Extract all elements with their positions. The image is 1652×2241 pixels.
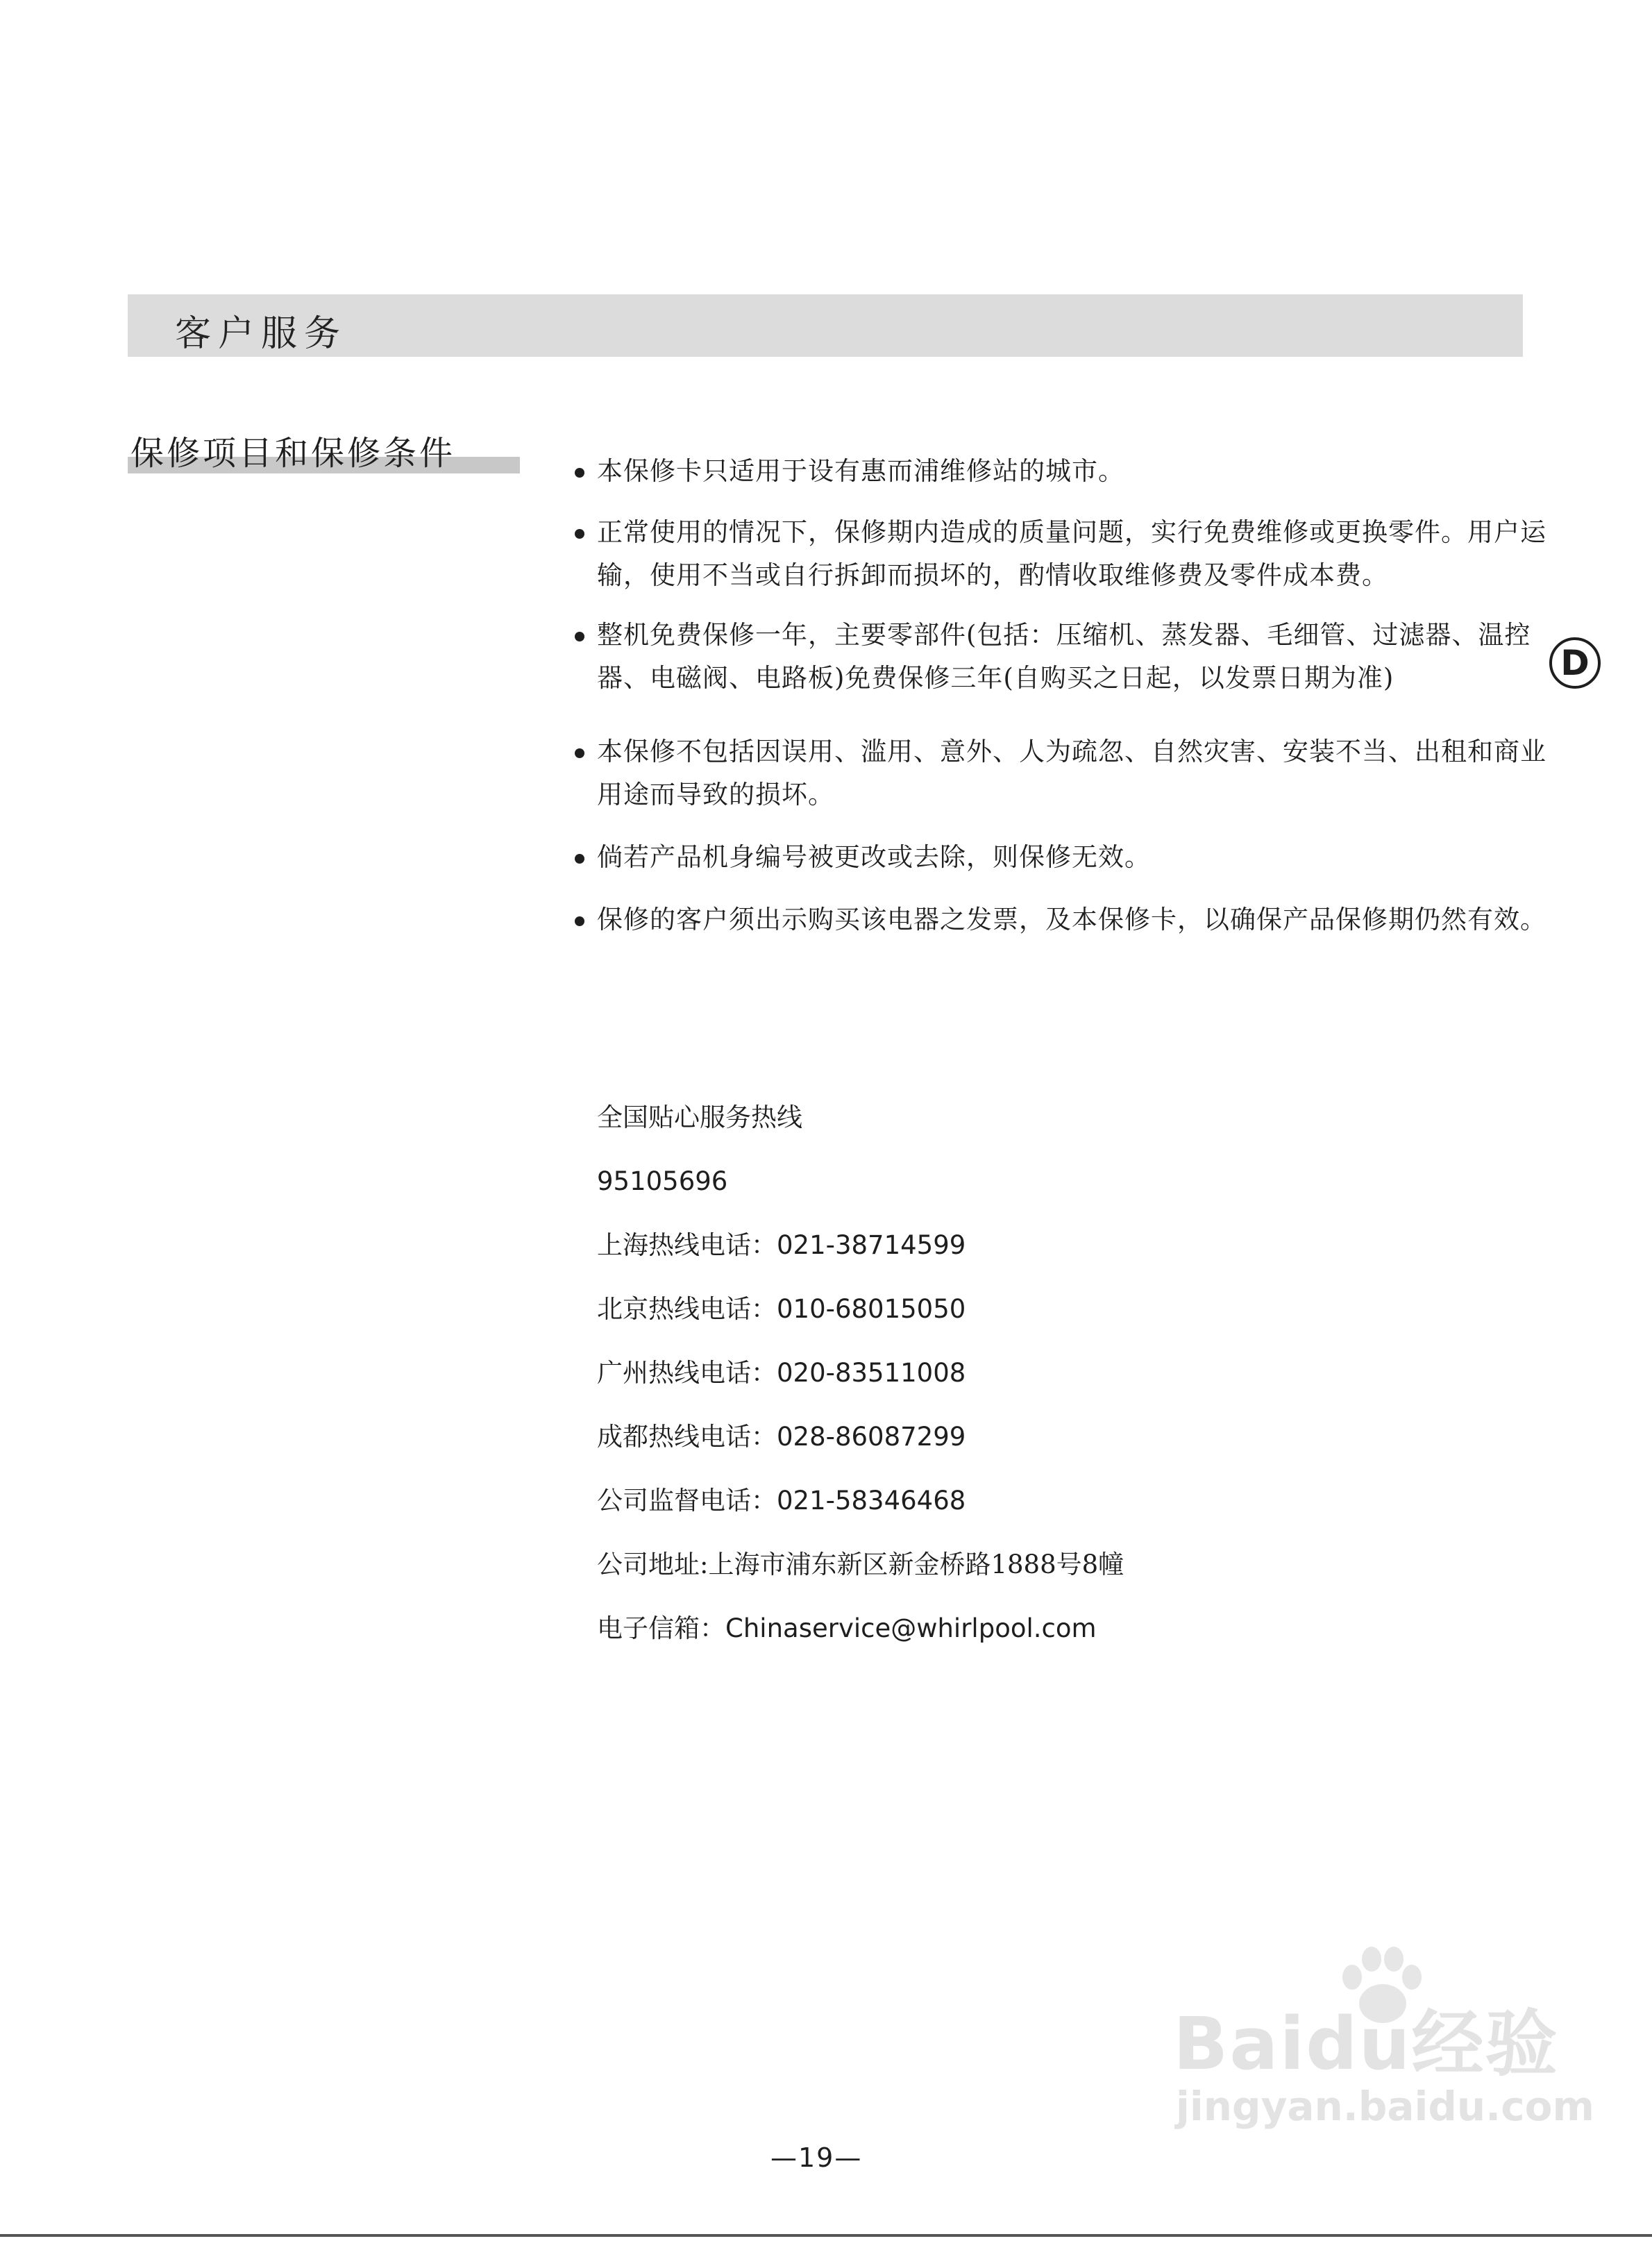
company-address: 公司地址:上海市浦东新区新金桥路1888号8幢	[597, 1550, 1124, 1579]
supervision-phone: 公司监督电话：021-58346468	[597, 1486, 966, 1516]
list-item	[569, 511, 1569, 597]
list-item-text: 倘若产品机身编号被更改或去除，则保修无效。	[597, 842, 1151, 872]
hotline-number: 95105696	[597, 1166, 728, 1196]
hotline-label: 全国贴心服务热线	[597, 1102, 802, 1132]
list-item	[569, 898, 1555, 941]
list-item-text: 本保修卡只适用于设有惠而浦维修站的城市。	[597, 456, 1124, 486]
bullet-dot-icon	[575, 748, 584, 758]
list-item-text: 保修的客户须出示购买该电器之发票，及本保修卡，以确保产品保修期仍然有效。	[597, 905, 1546, 934]
warranty-terms-list	[569, 450, 1546, 941]
watermark-logo: Baidu经验	[1173, 2001, 1559, 2086]
baidu-watermark	[1173, 1986, 1594, 2138]
list-item-text: 整机免费保修一年，主要零部件(包括：压缩机、蒸发器、毛细管、过滤器、温控器、电磁阀、电路板)免费保修三年(自购买之日起，以发票日期为准)	[597, 620, 1531, 693]
bullet-dot-icon	[575, 632, 584, 641]
list-item	[569, 450, 1548, 493]
section-header-bar	[128, 294, 1523, 357]
bullet-dot-icon	[575, 529, 584, 539]
list-item	[569, 836, 1555, 879]
list-item-text: 正常使用的情况下，保修期内造成的质量问题，实行免费维修或更换零件。用户运输，使用不当或自行拆卸而损坏的，酌情收取维修费及零件成本费。	[597, 517, 1546, 590]
contact-info	[597, 1097, 1124, 1672]
beijing-hotline: 北京热线电话：010-68015050	[597, 1294, 966, 1324]
language-marker-d-icon: D	[1549, 637, 1601, 689]
guangzhou-hotline: 广州热线电话：020-83511008	[597, 1358, 966, 1388]
list-item-text: 本保修不包括因误用、滥用、意外、人为疏忽、自然灾害、安装不当、出租和商业用途而导致的损坏。	[597, 737, 1546, 809]
bullet-dot-icon	[575, 854, 584, 864]
section-label-text: 保修项目和保修条件	[130, 434, 456, 473]
list-item	[569, 614, 1555, 700]
page-title: 客户服务	[175, 313, 348, 355]
shanghai-hotline: 上海热线电话：021-38714599	[597, 1230, 966, 1260]
email-address: 电子信箱：Chinaservice@whirlpool.com	[597, 1613, 1097, 1643]
watermark-url: jingyan.baidu.com	[1176, 2083, 1594, 2130]
section-label	[128, 426, 520, 475]
list-item	[569, 730, 1555, 816]
page-bottom-rule	[0, 2234, 1652, 2237]
bullet-dot-icon	[575, 916, 584, 926]
chengdu-hotline: 成都热线电话：028-86087299	[597, 1422, 966, 1452]
bullet-dot-icon	[575, 468, 584, 478]
page-number: —19—	[770, 2142, 863, 2173]
